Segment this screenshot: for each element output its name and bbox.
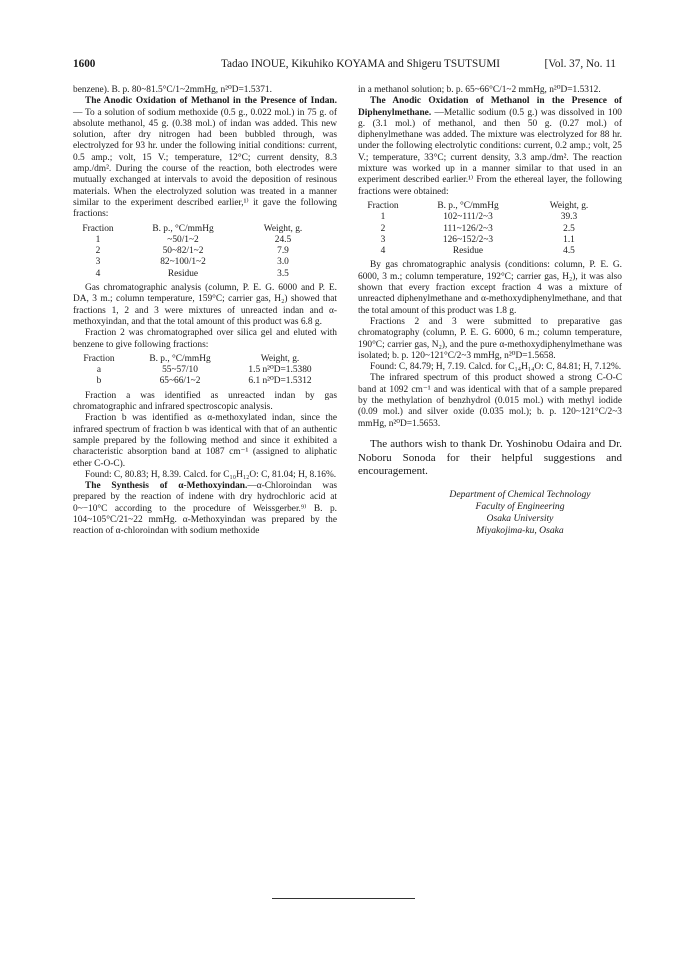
section-body: —Metallic sodium (0.5 g.) was dissolved in 100 g. (3.1 mol.) of methanol, and then 50 g. (0.27 mol.) of diphenylmethane was added. The mixture was electrolyzed for 88 hr. under the following electrolytic conditions: current, 0.2 amp.; volt, 25 V.; temperature, 33°C; current density, 3.3 amp./dm². The reaction mixture was worked up in a manner similar to that used in an experiment described earlier.¹⁾ From the ethereal layer, the following fractions were obtained: — [358, 107, 622, 197]
paragraph: Fraction 2 was chromatographed over silica gel and eluted with benzene to give following fractions: — [73, 328, 337, 350]
table-cell: 1 — [380, 212, 386, 223]
table-cell: 3 — [380, 234, 386, 245]
table-header-row — [358, 201, 610, 212]
table-cell: 7.9 — [277, 246, 289, 257]
running-header — [73, 58, 616, 74]
affiliation-line: Faculty of Engineering — [475, 500, 565, 512]
paragraph: The infrared spectrum of this product showed a strong C-O-C band at 1092 cm⁻¹ and was identical with that of a sample prepared by the methylation of benzhydrol (0.015 mol.) with methyl iodide (0.09 mol.) and silver oxide (0.035 mol.); b. p. 120~121°C/2~3 mmHg, n²⁰D=1.5653. — [358, 373, 622, 429]
affiliation-line: Department of Chemical Technology — [449, 488, 591, 500]
elemental-analysis: Found: C, 84.79; H, 7.19. Calcd. for C₁₄H₁₄O: C, 84.81; H, 7.12%. — [370, 362, 622, 373]
table-row — [73, 365, 325, 376]
page-number: 1600 — [73, 58, 96, 70]
right-column — [358, 85, 622, 537]
left-column — [73, 85, 337, 538]
paragraph: in a methanol solution; b. p. 65~66°C/1~2 mmHg, n²⁰D=1.5312. — [358, 85, 601, 95]
table-cell: 82~100/1~2 — [160, 257, 206, 268]
table-cell: 3.5 — [277, 268, 289, 279]
end-of-article-rule — [272, 898, 415, 899]
affiliation-line: Osaka University — [486, 512, 554, 524]
column-header: B. p., °C/mmHg — [149, 353, 211, 364]
table-header-row — [73, 354, 325, 365]
column-header: Weight, g. — [263, 223, 303, 234]
table-cell: 3.0 — [277, 257, 289, 268]
table-cell: ~50/1~2 — [167, 234, 199, 245]
table-row — [358, 212, 610, 223]
affiliation-line: Miyakojima-ku, Osaka — [476, 524, 564, 536]
column-header: B. p., °C/mmHg — [437, 200, 499, 211]
table-cell: 4 — [95, 268, 101, 279]
table-header-row — [73, 224, 323, 235]
paragraph: benzene). B. p. 80~81.5°C/1~2mmHg, n²⁰D=1.5371. — [73, 85, 272, 95]
table-cell: Residue — [452, 246, 484, 257]
acknowledgement: The authors wish to thank Dr. Yoshinobu Odaira and Dr. Noboru Sonoda for their helpful suggestions and encouragement. — [358, 437, 622, 478]
volume-info: [Vol. 37, No. 11 — [544, 58, 616, 70]
table-cell: a — [96, 365, 102, 376]
table-cell: 50~82/1~2 — [162, 246, 204, 257]
section-heading: The Anodic Oxidation of Methanol in the Presence of Indan. — [85, 96, 337, 107]
table-cell: 2.5 — [563, 223, 575, 234]
author-affiliation — [418, 489, 622, 537]
section-body: — To a solution of sodium methoxide (0.5 g., 0.022 mol.) in 75 g. of absolute methanol, 45 g. (0.38 mol.) of indan was added. This new solution, after dry nitrogen had been bubbled through, was electrolyzed for 93 hr. under the following initial conditions: current, 0.5 amp.; volt, 15 V.; temperature, 12°C; current density, 8.3 amp./dm². During the course of the reaction, both electrodes were mutually exchanged at intervals to avoid the deposition of resinous materials. When the electrolyzed solution was treated in a manner similar to the experiment described earlier,¹⁾ it gave the following fractions: — [73, 107, 337, 220]
table-cell: 2 — [95, 246, 101, 257]
table-cell: 65~66/1~2 — [159, 376, 201, 387]
column-header: Fraction — [367, 200, 399, 211]
table-row — [358, 246, 610, 257]
table-row — [73, 257, 323, 268]
table-cell: Residue — [167, 268, 199, 279]
table-cell: 39.3 — [560, 212, 578, 223]
table-cell: 1.5 n²⁰D=1.5380 — [248, 365, 312, 376]
table-cell: 1 — [95, 234, 101, 245]
paragraph: By gas chromatographic analysis (conditions: column, P. E. G. 6000, 3 m.; column temperature, 192°C; carrier gas, H₂), it was also shown that every fraction except fraction 4 was a mixture of unreacted diphenylmethane and α-methoxydiphenylmethane, and that the total amount of this product was 1.8 g. — [358, 260, 622, 316]
column-header: Fraction — [82, 223, 114, 234]
table-cell: 102~111/2~3 — [443, 212, 493, 223]
table-cell: 4 — [380, 246, 386, 257]
table-cell: 126~152/2~3 — [442, 234, 494, 245]
table-cell: 111~126/2~3 — [443, 223, 493, 234]
fractions-table-chromatography — [73, 354, 325, 388]
section-indan-oxidation — [73, 96, 337, 220]
table-row — [73, 246, 323, 257]
section-body: —α-Chloroindan was prepared by the reaction of indene with dry hydrochloric acid at 0~−10°C according to the procedure of Weissgerber.⁹⁾ B. p. 104~105°C/21~22 mmHg. α-Methoxyindan was prepared by the reaction of α-chloroindan with sodium methoxide — [73, 481, 338, 537]
paragraph: Fractions 2 and 3 were submitted to preparative gas chromatography (column, P. E. G. 6000, 6 m.; column temperature, 190°C; carrier gas, N₂), and the pure α-methoxydiphenylmethane was isolated; b. p. 120~121°C/2~3 mmHg, n²⁰D=1.5658. — [358, 316, 622, 361]
elemental-analysis: Found: C, 80.83; H, 8.39. Calcd. for C₁₀H₁₂O: C, 81.04; H, 8.16%. — [85, 469, 337, 480]
table-row — [73, 376, 325, 387]
column-header: Fraction — [83, 353, 115, 364]
table-cell: 1.1 — [563, 234, 575, 245]
section-heading: The Anodic Oxidation of Methanol in the Presence of Diphenylmethane. — [358, 96, 622, 118]
table-row — [358, 224, 610, 235]
column-header: B. p., °C/mmHg — [152, 223, 214, 234]
table-cell: 3 — [95, 257, 101, 268]
running-head-authors: Tadao INOUE, Kikuhiko KOYAMA and Shigeru TSUTSUMI — [221, 58, 500, 70]
paragraph: Fraction b was identified as α-methoxylated indan, since the infrared spectrum of fraction b was identical with that of an authentic sample prepared by the following method and since it exhibited a characteristic absorption band at 1087 cm⁻¹ (assigned to aliphatic ether C-O-C). — [73, 413, 337, 469]
fractions-table-diphenylmethane — [358, 201, 610, 257]
table-cell: 6.1 n²⁰D=1.5312 — [248, 376, 312, 387]
table-cell: 55~57/10 — [162, 365, 198, 376]
fractions-table-indan — [73, 224, 323, 280]
section-heading: The Synthesis of α-Methoxyindan. — [85, 481, 248, 492]
table-cell: 4.5 — [563, 246, 575, 257]
table-row — [73, 269, 323, 280]
table-cell: 2 — [380, 223, 386, 234]
paragraph: Gas chromatographic analysis (column, P. E. G. 6000 and P. E. DA, 3 m.; column temperature, 159°C; carrier gas, H₂) showed that fractions 1, 2 and 3 were mixtures of unreacted indan and α-methoxyindan, and that the total amount of this product was 6.8 g. — [73, 283, 337, 327]
column-header: Weight, g. — [549, 200, 589, 211]
table-row — [73, 235, 323, 246]
column-header: Weight, g. — [260, 353, 300, 364]
table-row — [358, 235, 610, 246]
table-cell: 24.5 — [274, 234, 292, 245]
section-methoxyindan-synthesis — [73, 481, 337, 537]
section-diphenylmethane-oxidation — [358, 96, 622, 198]
paragraph: Fraction a was identified as unreacted indan by gas chromatographic and infrared spectroscopic analysis. — [73, 390, 337, 413]
table-cell: b — [96, 376, 102, 387]
